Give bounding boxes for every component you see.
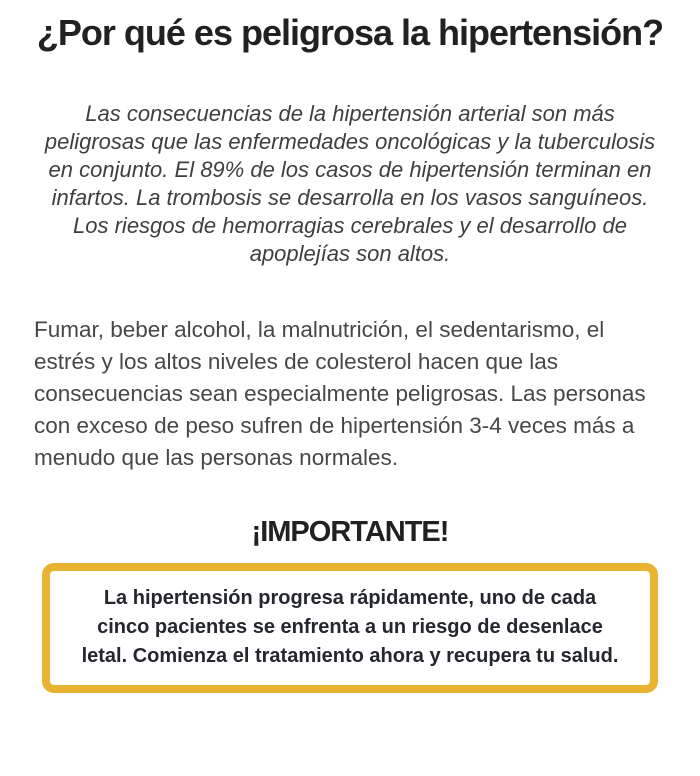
page-title: ¿Por qué es peligrosa la hipertensión? [36,12,664,53]
important-box [42,563,658,693]
article [34,0,666,693]
important-box-text: La hipertensión progresa rápidamente, uno de cada cinco pacientes se enfrenta a un riesgo de desenlace letal. Comienza el tratamiento ahora y recupera tu salud. [81,587,619,667]
risk-factors-paragraph: Fumar, beber alcohol, la malnutrición, el sedentarismo, el estrés y los altos niveles de colesterol hacen que las consecuencias sean especialmente peligrosas. Las personas con exceso de peso sufren de hipertensión 3-4 veces más a menudo que las personas normales. [34,317,646,470]
intro-paragraph: Las consecuencias de la hipertensión arterial son más peligrosas que las enfermedades oncológicas y la tuberculosis en conjunto. El 89% de los casos de hipertensión terminan en infartos. La trombosis se desarrolla en los vasos sanguíneos. Los riesgos de hemorragias cerebrales y el desarrollo de apoplejías son altos. [44,101,656,266]
important-heading: ¡IMPORTANTE! [251,516,449,548]
